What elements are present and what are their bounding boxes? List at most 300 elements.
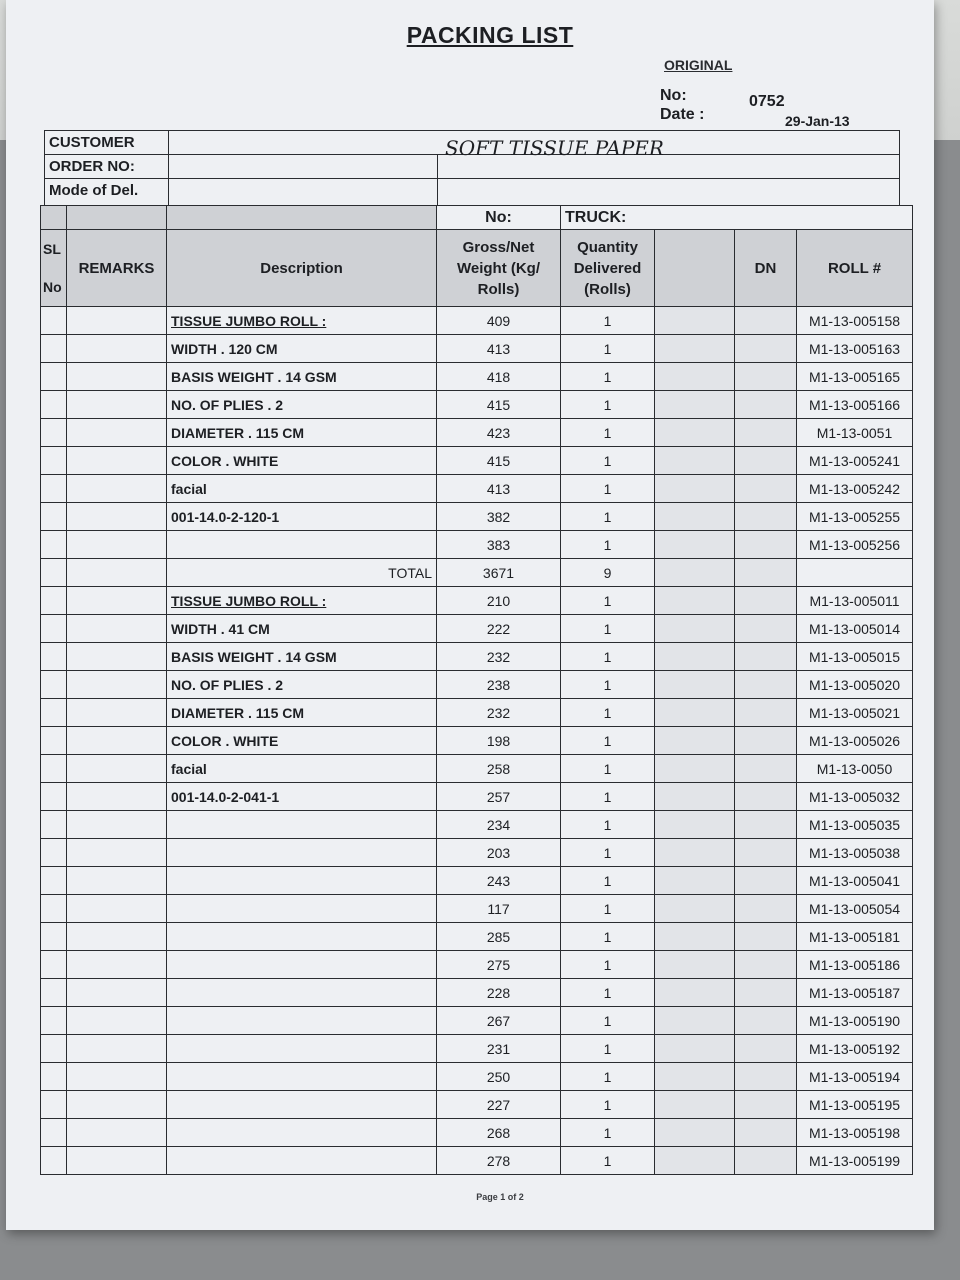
weight-cell: 117 — [437, 895, 561, 923]
dn-cell — [735, 307, 797, 335]
weight-cell: 203 — [437, 839, 561, 867]
remarks-cell — [67, 335, 167, 363]
table-row — [41, 307, 913, 335]
roll-number-cell: M1-13-005014 — [797, 615, 913, 643]
quantity-cell: 1 — [561, 727, 655, 755]
remarks-cell — [67, 587, 167, 615]
no-truck-row — [41, 206, 913, 230]
description-cell: BASIS WEIGHT . 14 GSM — [167, 643, 437, 671]
remarks-cell — [67, 1063, 167, 1091]
document-number-label: No: — [660, 87, 687, 104]
col-header-weight: Gross/Net Weight (Kg/ Rolls) — [437, 230, 561, 307]
dn-cell — [735, 1119, 797, 1147]
table-row — [41, 615, 913, 643]
blank-cell — [655, 419, 735, 447]
weight-cell: 413 — [437, 475, 561, 503]
remarks-cell — [67, 503, 167, 531]
sl-cell — [41, 503, 67, 531]
quantity-cell: 1 — [561, 699, 655, 727]
description-cell: 001-14.0-2-120-1 — [167, 503, 437, 531]
total-row — [41, 559, 913, 587]
dn-cell — [735, 895, 797, 923]
remarks-cell — [67, 1091, 167, 1119]
remarks-cell — [67, 839, 167, 867]
page-footer: Page 1 of 2 — [476, 1192, 524, 1202]
table-row — [41, 951, 913, 979]
blank-cell — [655, 559, 735, 587]
roll-number-cell: M1-13-005181 — [797, 923, 913, 951]
roll-number-cell: M1-13-005194 — [797, 1063, 913, 1091]
dn-cell — [735, 531, 797, 559]
dn-cell — [735, 755, 797, 783]
quantity-cell: 1 — [561, 783, 655, 811]
table-row — [41, 363, 913, 391]
quantity-cell: 1 — [561, 307, 655, 335]
col-header-remarks: REMARKS — [67, 230, 167, 307]
quantity-cell: 1 — [561, 335, 655, 363]
remarks-cell — [67, 1035, 167, 1063]
weight-cell: 423 — [437, 419, 561, 447]
remarks-cell — [67, 363, 167, 391]
sl-cell — [41, 727, 67, 755]
sl-cell — [41, 895, 67, 923]
packing-rows — [41, 307, 913, 1175]
table-row — [41, 923, 913, 951]
document-date-label: Date : — [660, 106, 705, 123]
table-row — [41, 783, 913, 811]
remarks-cell — [67, 811, 167, 839]
blank-cell — [655, 951, 735, 979]
description-cell — [167, 1007, 437, 1035]
blank-cell — [655, 783, 735, 811]
remarks-cell — [67, 727, 167, 755]
mode-label: Mode of Del. — [49, 182, 139, 199]
dn-cell — [735, 1035, 797, 1063]
customer-info-box — [44, 130, 900, 210]
dn-cell — [735, 1147, 797, 1175]
weight-cell: 238 — [437, 671, 561, 699]
roll-number-cell: M1-13-005026 — [797, 727, 913, 755]
customer-value: SOFT TISSUE PAPER — [445, 136, 664, 160]
remarks-cell — [67, 783, 167, 811]
description-cell — [167, 1119, 437, 1147]
roll-number-cell: M1-13-005256 — [797, 531, 913, 559]
sl-cell — [41, 335, 67, 363]
remarks-cell — [67, 643, 167, 671]
blank-cell — [655, 1091, 735, 1119]
col-header-dn: DN — [735, 230, 797, 307]
dn-cell — [735, 363, 797, 391]
sl-cell — [41, 671, 67, 699]
dn-cell — [735, 587, 797, 615]
table-row — [41, 335, 913, 363]
dn-cell — [735, 811, 797, 839]
table-row — [41, 531, 913, 559]
description-cell: COLOR . WHITE — [167, 727, 437, 755]
remarks-cell — [67, 979, 167, 1007]
dn-cell — [735, 923, 797, 951]
table-row — [41, 811, 913, 839]
roll-number-cell: M1-13-005035 — [797, 811, 913, 839]
packing-table — [40, 205, 913, 1175]
roll-number-cell: M1-13-005038 — [797, 839, 913, 867]
sl-cell — [41, 755, 67, 783]
blank-cell — [655, 447, 735, 475]
quantity-cell: 1 — [561, 475, 655, 503]
blank-cell — [655, 867, 735, 895]
order-row — [45, 155, 899, 179]
weight-cell: 383 — [437, 531, 561, 559]
weight-cell: 232 — [437, 699, 561, 727]
col-header-description: Description — [167, 230, 437, 307]
blank-cell — [655, 475, 735, 503]
dn-cell — [735, 783, 797, 811]
remarks-cell — [67, 895, 167, 923]
quantity-cell: 1 — [561, 839, 655, 867]
quantity-cell: 1 — [561, 895, 655, 923]
quantity-cell: 1 — [561, 503, 655, 531]
weight-cell: 3671 — [437, 559, 561, 587]
remarks-cell — [67, 699, 167, 727]
description-cell — [167, 839, 437, 867]
roll-number-cell: M1-13-005186 — [797, 951, 913, 979]
truck-label: TRUCK: — [561, 206, 913, 230]
description-cell — [167, 1035, 437, 1063]
quantity-cell: 1 — [561, 447, 655, 475]
remarks-cell — [67, 391, 167, 419]
sl-cell — [41, 643, 67, 671]
sl-cell — [41, 811, 67, 839]
document-number-value: 0752 — [749, 93, 785, 110]
weight-cell: 198 — [437, 727, 561, 755]
blank-cell — [655, 1119, 735, 1147]
weight-cell: 250 — [437, 1063, 561, 1091]
col-header-sl: SL No — [41, 230, 67, 307]
weight-cell: 210 — [437, 587, 561, 615]
blank-cell — [655, 1147, 735, 1175]
table-row — [41, 727, 913, 755]
weight-cell: 275 — [437, 951, 561, 979]
roll-number-cell: M1-13-005020 — [797, 671, 913, 699]
col-header-roll: ROLL # — [797, 230, 913, 307]
blank-cell — [655, 391, 735, 419]
weight-cell: 285 — [437, 923, 561, 951]
blank-cell — [655, 1035, 735, 1063]
sl-cell — [41, 783, 67, 811]
table-row — [41, 419, 913, 447]
table-row — [41, 503, 913, 531]
sl-cell — [41, 1035, 67, 1063]
quantity-cell: 1 — [561, 615, 655, 643]
blank-cell — [655, 839, 735, 867]
document-date-value: 29-Jan-13 — [785, 113, 850, 129]
description-cell — [167, 531, 437, 559]
sl-cell — [41, 615, 67, 643]
remarks-cell — [67, 755, 167, 783]
description-cell: DIAMETER . 115 CM — [167, 699, 437, 727]
weight-cell: 267 — [437, 1007, 561, 1035]
dn-cell — [735, 419, 797, 447]
quantity-cell: 1 — [561, 811, 655, 839]
roll-number-cell: M1-13-005199 — [797, 1147, 913, 1175]
remarks-cell — [67, 475, 167, 503]
table-row — [41, 587, 913, 615]
dn-cell — [735, 671, 797, 699]
sl-cell — [41, 1119, 67, 1147]
weight-cell: 257 — [437, 783, 561, 811]
roll-number-cell: M1-13-005021 — [797, 699, 913, 727]
quantity-cell: 1 — [561, 979, 655, 1007]
quantity-cell: 9 — [561, 559, 655, 587]
description-cell: DIAMETER . 115 CM — [167, 419, 437, 447]
remarks-cell — [67, 671, 167, 699]
remarks-cell — [67, 923, 167, 951]
dn-cell — [735, 1063, 797, 1091]
description-cell: facial — [167, 475, 437, 503]
blank-cell — [655, 335, 735, 363]
blank-cell — [655, 615, 735, 643]
quantity-cell: 1 — [561, 531, 655, 559]
roll-number-cell: M1-13-0051 — [797, 419, 913, 447]
sl-cell — [41, 531, 67, 559]
table-row — [41, 1119, 913, 1147]
blank-cell — [655, 531, 735, 559]
dn-cell — [735, 643, 797, 671]
description-cell — [167, 923, 437, 951]
roll-number-cell: M1-13-005198 — [797, 1119, 913, 1147]
weight-cell: 222 — [437, 615, 561, 643]
page-title: PACKING LIST — [406, 22, 574, 48]
quantity-cell: 1 — [561, 755, 655, 783]
remarks-cell — [67, 1119, 167, 1147]
description-cell — [167, 895, 437, 923]
remarks-cell — [67, 951, 167, 979]
copy-label: ORIGINAL — [664, 57, 733, 73]
sl-cell — [41, 1063, 67, 1091]
sl-cell — [41, 951, 67, 979]
description-cell: COLOR . WHITE — [167, 447, 437, 475]
dn-cell — [735, 699, 797, 727]
remarks-cell — [67, 559, 167, 587]
weight-cell: 278 — [437, 1147, 561, 1175]
roll-number-cell: M1-13-005032 — [797, 783, 913, 811]
blank-cell — [655, 363, 735, 391]
dn-cell — [735, 727, 797, 755]
sl-cell — [41, 839, 67, 867]
description-cell: WIDTH . 120 CM — [167, 335, 437, 363]
blank-cell — [655, 307, 735, 335]
table-row — [41, 643, 913, 671]
quantity-cell: 1 — [561, 1035, 655, 1063]
roll-number-cell: M1-13-005241 — [797, 447, 913, 475]
customer-label: CUSTOMER — [49, 134, 135, 151]
roll-number-cell: M1-13-005015 — [797, 643, 913, 671]
weight-cell: 415 — [437, 391, 561, 419]
roll-number-cell — [797, 559, 913, 587]
sl-cell — [41, 307, 67, 335]
table-row — [41, 391, 913, 419]
table-row — [41, 839, 913, 867]
blank-cell — [655, 811, 735, 839]
quantity-cell: 1 — [561, 1147, 655, 1175]
description-cell — [167, 1147, 437, 1175]
quantity-cell: 1 — [561, 587, 655, 615]
remarks-cell — [67, 867, 167, 895]
dn-cell — [735, 839, 797, 867]
weight-cell: 243 — [437, 867, 561, 895]
weight-cell: 231 — [437, 1035, 561, 1063]
blank-cell — [655, 755, 735, 783]
dn-cell — [735, 447, 797, 475]
table-row — [41, 1147, 913, 1175]
blank-cell — [655, 979, 735, 1007]
roll-number-cell: M1-13-005041 — [797, 867, 913, 895]
dn-cell — [735, 1091, 797, 1119]
description-cell: facial — [167, 755, 437, 783]
weight-cell: 382 — [437, 503, 561, 531]
table-row — [41, 1091, 913, 1119]
remarks-cell — [67, 447, 167, 475]
quantity-cell: 1 — [561, 419, 655, 447]
quantity-cell: 1 — [561, 391, 655, 419]
sl-cell — [41, 587, 67, 615]
roll-number-cell: M1-13-005166 — [797, 391, 913, 419]
sl-cell — [41, 1147, 67, 1175]
description-cell: 001-14.0-2-041-1 — [167, 783, 437, 811]
dn-cell — [735, 391, 797, 419]
quantity-cell: 1 — [561, 671, 655, 699]
weight-cell: 232 — [437, 643, 561, 671]
remarks-cell — [67, 1007, 167, 1035]
roll-number-cell: M1-13-005165 — [797, 363, 913, 391]
description-cell: BASIS WEIGHT . 14 GSM — [167, 363, 437, 391]
blank-cell — [655, 1007, 735, 1035]
remarks-cell — [67, 419, 167, 447]
description-cell: NO. OF PLIES . 2 — [167, 391, 437, 419]
quantity-cell: 1 — [561, 1119, 655, 1147]
blank-cell — [655, 727, 735, 755]
remarks-cell — [67, 531, 167, 559]
remarks-cell — [67, 615, 167, 643]
blank-cell — [655, 503, 735, 531]
weight-cell: 258 — [437, 755, 561, 783]
blank-cell — [655, 895, 735, 923]
packing-list-page — [6, 0, 934, 1230]
roll-number-cell: M1-13-005011 — [797, 587, 913, 615]
sl-cell — [41, 391, 67, 419]
sl-cell — [41, 475, 67, 503]
table-row — [41, 867, 913, 895]
customer-row — [45, 131, 899, 160]
quantity-cell: 1 — [561, 1063, 655, 1091]
description-cell — [167, 1063, 437, 1091]
table-row — [41, 447, 913, 475]
description-cell — [167, 951, 437, 979]
quantity-cell: 1 — [561, 951, 655, 979]
weight-cell: 268 — [437, 1119, 561, 1147]
blank-cell — [655, 699, 735, 727]
roll-number-cell: M1-13-005163 — [797, 335, 913, 363]
roll-number-cell: M1-13-005187 — [797, 979, 913, 1007]
sl-cell — [41, 363, 67, 391]
roll-number-cell: M1-13-005054 — [797, 895, 913, 923]
weight-cell: 415 — [437, 447, 561, 475]
table-row — [41, 671, 913, 699]
mode-row — [45, 179, 899, 203]
quantity-cell: 1 — [561, 643, 655, 671]
weight-cell: 409 — [437, 307, 561, 335]
quantity-cell: 1 — [561, 867, 655, 895]
table-row — [41, 475, 913, 503]
quantity-cell: 1 — [561, 923, 655, 951]
blank-cell — [655, 671, 735, 699]
description-cell — [167, 811, 437, 839]
roll-number-cell: M1-13-005242 — [797, 475, 913, 503]
description-cell: WIDTH . 41 CM — [167, 615, 437, 643]
delivery-no-label: No: — [437, 206, 561, 230]
quantity-cell: 1 — [561, 363, 655, 391]
description-cell — [167, 1091, 437, 1119]
quantity-cell: 1 — [561, 1091, 655, 1119]
roll-number-cell: M1-13-005190 — [797, 1007, 913, 1035]
packing-table-wrap — [40, 205, 912, 1175]
weight-cell: 234 — [437, 811, 561, 839]
column-header-row — [41, 230, 913, 307]
total-label: TOTAL — [167, 559, 437, 587]
weight-cell: 418 — [437, 363, 561, 391]
sl-cell — [41, 559, 67, 587]
table-row — [41, 755, 913, 783]
sl-cell — [41, 699, 67, 727]
dn-cell — [735, 979, 797, 1007]
sl-cell — [41, 1091, 67, 1119]
sl-cell — [41, 867, 67, 895]
order-label: ORDER NO: — [49, 158, 135, 175]
dn-cell — [735, 475, 797, 503]
blank-cell — [655, 923, 735, 951]
table-row — [41, 979, 913, 1007]
dn-cell — [735, 867, 797, 895]
dn-cell — [735, 503, 797, 531]
description-cell: TISSUE JUMBO ROLL : — [167, 307, 437, 335]
col-header-quantity: Quantity Delivered (Rolls) — [561, 230, 655, 307]
sl-cell — [41, 447, 67, 475]
description-cell — [167, 979, 437, 1007]
weight-cell: 227 — [437, 1091, 561, 1119]
sl-cell — [41, 923, 67, 951]
table-row — [41, 895, 913, 923]
description-cell: TISSUE JUMBO ROLL : — [167, 587, 437, 615]
roll-number-cell: M1-13-005195 — [797, 1091, 913, 1119]
dn-cell — [735, 951, 797, 979]
remarks-cell — [67, 307, 167, 335]
dn-cell — [735, 1007, 797, 1035]
roll-number-cell: M1-13-0050 — [797, 755, 913, 783]
blank-cell — [655, 587, 735, 615]
remarks-cell — [67, 1147, 167, 1175]
dn-cell — [735, 615, 797, 643]
quantity-cell: 1 — [561, 1007, 655, 1035]
blank-cell — [655, 643, 735, 671]
table-row — [41, 699, 913, 727]
sl-cell — [41, 1007, 67, 1035]
sl-cell — [41, 979, 67, 1007]
description-cell — [167, 867, 437, 895]
table-row — [41, 1035, 913, 1063]
dn-cell — [735, 559, 797, 587]
dn-cell — [735, 335, 797, 363]
roll-number-cell: M1-13-005158 — [797, 307, 913, 335]
